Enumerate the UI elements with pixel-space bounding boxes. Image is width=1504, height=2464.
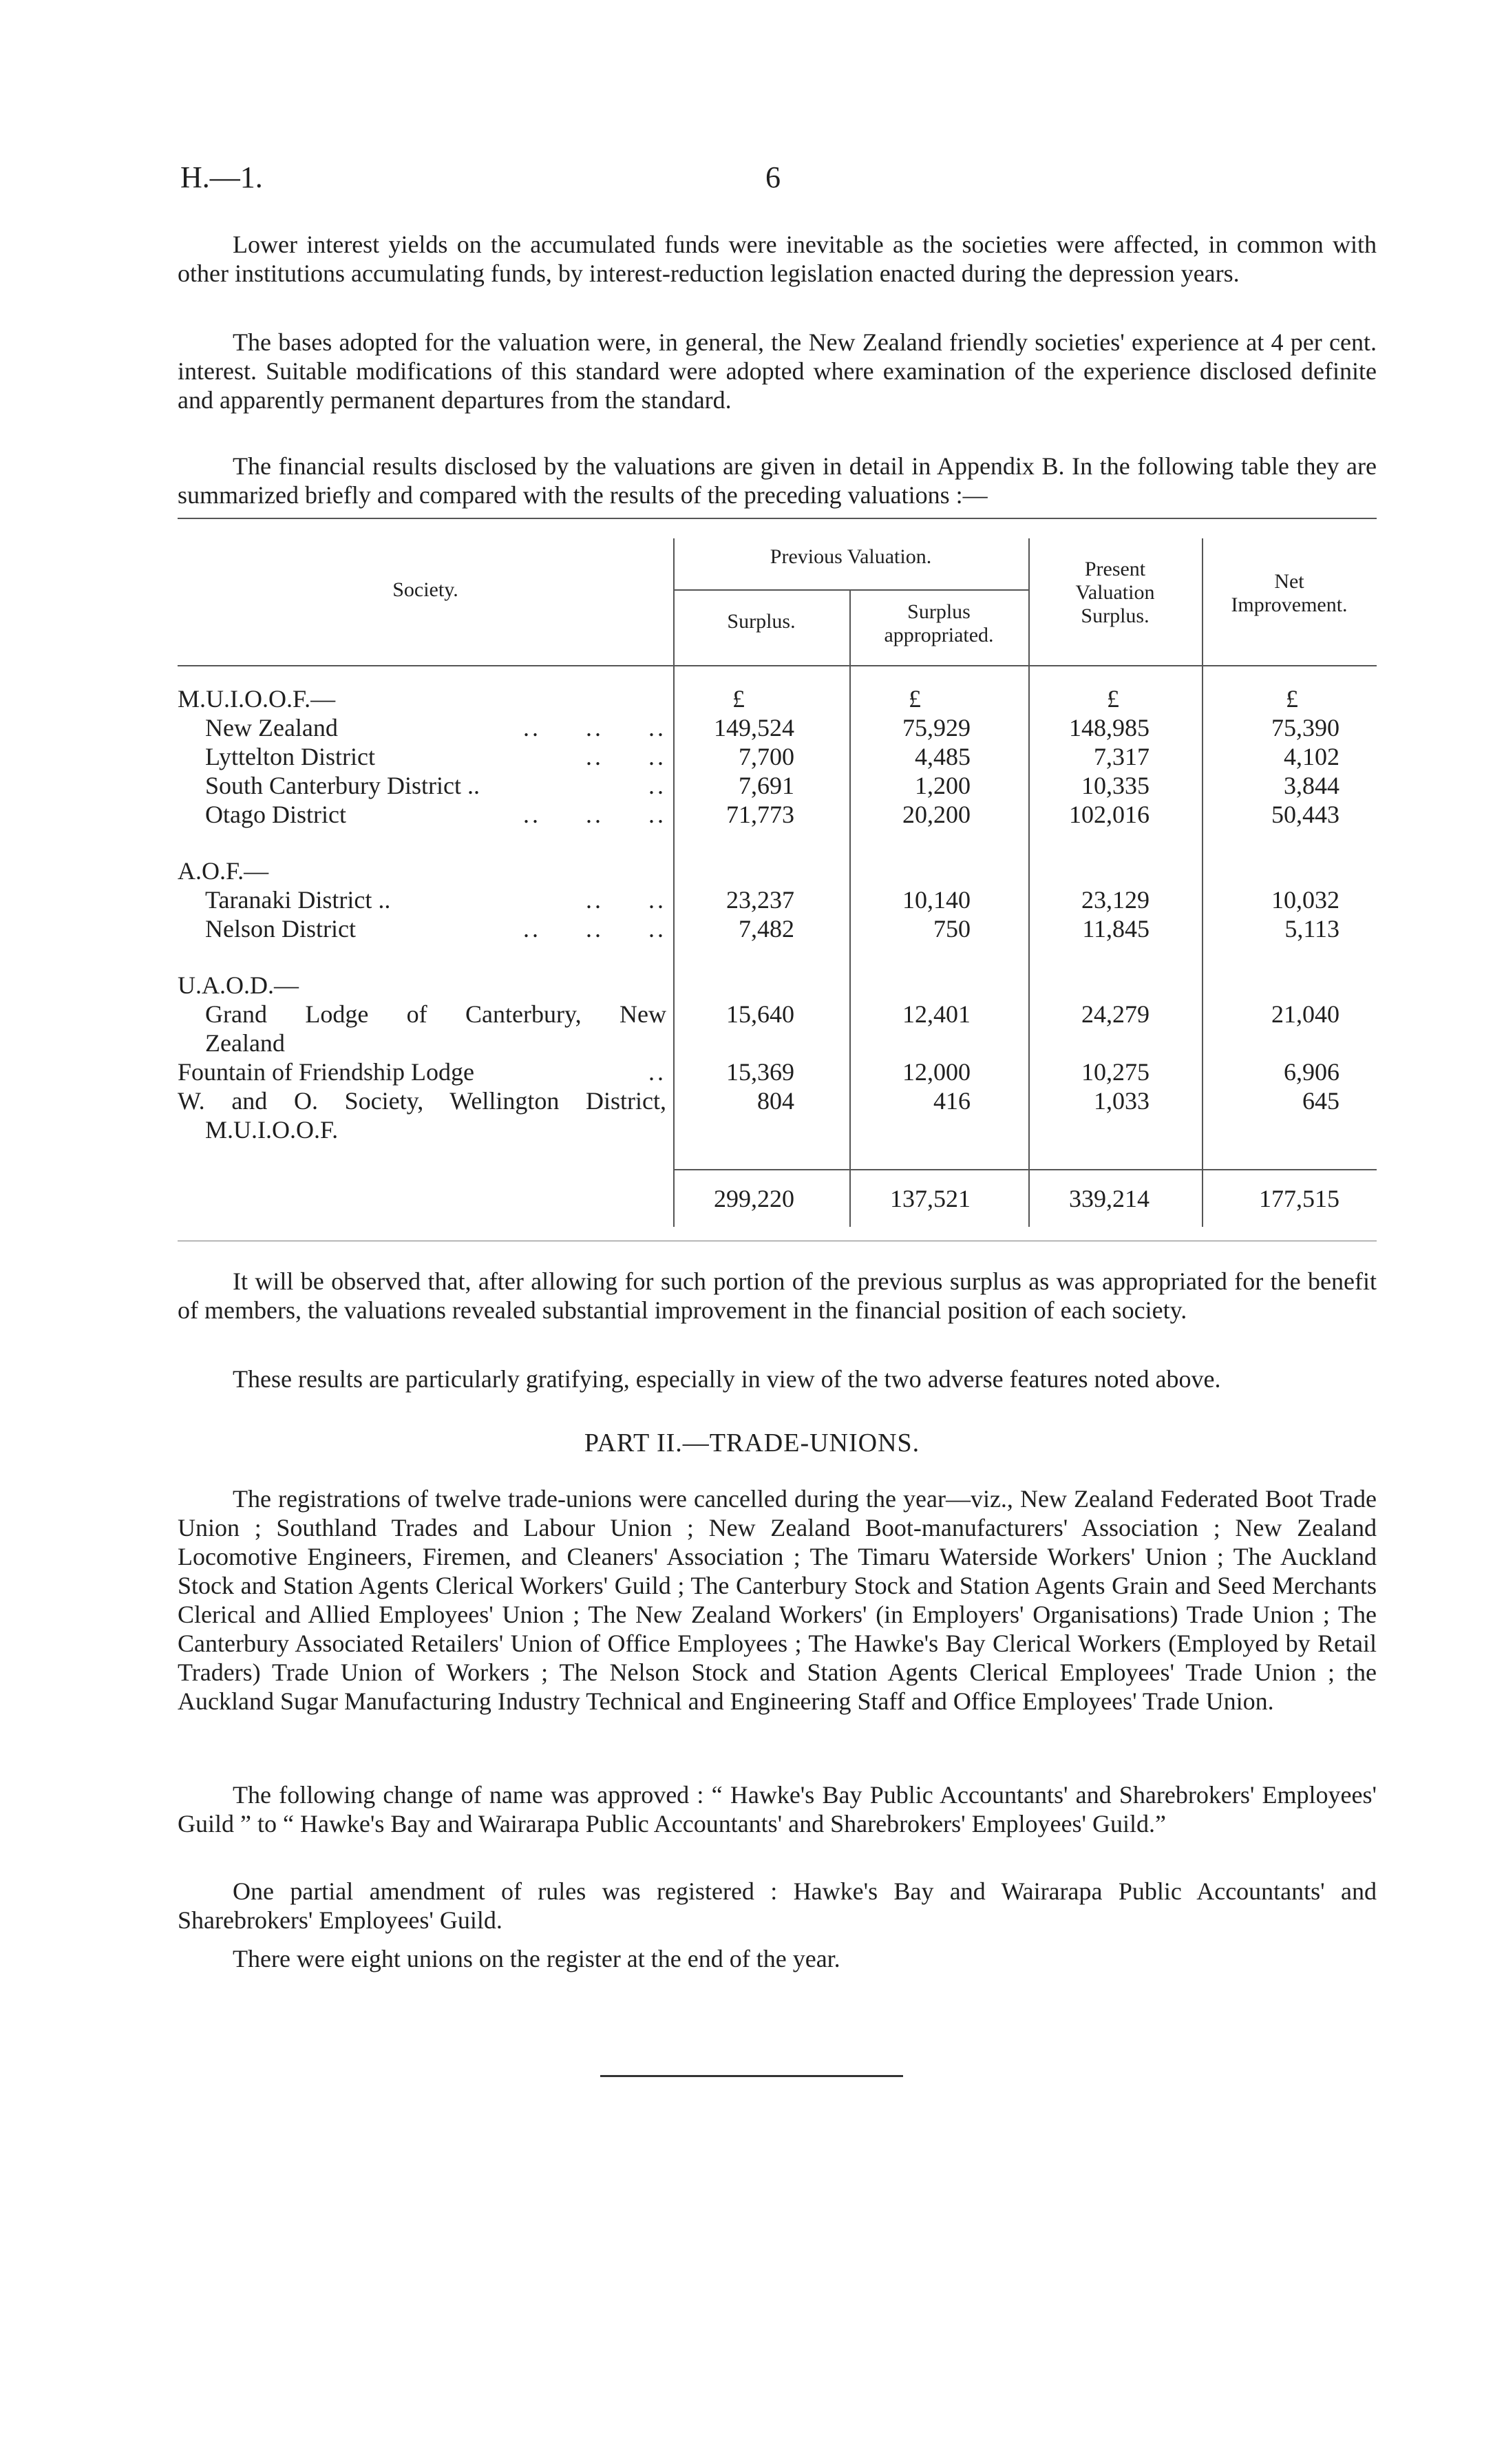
leader-dots: .. — [648, 772, 666, 799]
col-header-previous-valuation: Previous Valuation. — [770, 545, 932, 568]
row-society-name: Nelson District — [205, 915, 356, 943]
col-header-surplus-appropriated: Surplus appropriated. — [884, 600, 994, 646]
cell-net: 75,390 — [1271, 714, 1339, 741]
cell-surplus: 804 — [757, 1087, 794, 1115]
cell-present: 24,279 — [1081, 1000, 1150, 1028]
cell-surplus: 71,773 — [726, 801, 794, 828]
row-society-name: Taranaki District .. — [205, 886, 391, 914]
document-reference: H.—1. — [180, 160, 263, 194]
cell-net: 645 — [1302, 1087, 1339, 1115]
cell-appropriated: 750 — [933, 915, 971, 943]
cell-present: 102,016 — [1069, 801, 1150, 828]
cell-surplus: 7,700 — [739, 743, 794, 770]
closing-rule — [600, 2075, 903, 2077]
currency-symbol: £ — [732, 685, 745, 713]
cell-appropriated: 416 — [933, 1087, 971, 1115]
cell-net: 21,040 — [1271, 1000, 1339, 1028]
cell-appropriated: 12,401 — [902, 1000, 971, 1028]
cell-appropriated: 20,200 — [902, 801, 971, 828]
leader-dots: .. .. — [586, 743, 666, 770]
cell-net: 4,102 — [1284, 743, 1339, 770]
group-label: U.A.O.D.— — [178, 971, 299, 999]
row-society-name: New Zealand — [205, 714, 338, 741]
total-surplus: 299,220 — [714, 1185, 794, 1212]
row-society-name: W. and O. Society, Wellington District, — [178, 1087, 666, 1115]
row-society-name: Otago District — [205, 801, 346, 828]
cell-present: 1,033 — [1094, 1087, 1150, 1115]
paragraph-cancelled-registrations: The registrations of twelve trade-unions were cancelled during the year—viz., New Zealand Federated Boot Trade Union ; Southland Trades and Labour Union ; New Zealand Boot-manufacturers' Association ; New Zealand Locomotive Engineers, Firemen, and Cleaners' Association ; The Timaru Waterside Workers' Union ; The Auckland Stock and Station Agents Clerical Workers' Guild ; The Canterbury Stock and Station Agents Grain and Seed Merchants Clerical and Allied Employees' Union ; The New Zealand Workers' (in Employers' Organisations) Trade Union ; The Canterbury Associated Retailers' Union of Office Employees ; The Hawke's Bay Clerical Workers (Employed by Retail Traders) Trade Union of Workers ; The Nelson Stock and Station Agents Clerical Employees' Trade Union ; the Auckland Sugar Manufacturing Industry Technical and Engineering Staff and Office Employees' Trade Union. — [178, 1485, 1377, 1715]
col-header-society: Society. — [392, 578, 458, 601]
row-society-name-cont: Zealand — [205, 1029, 285, 1057]
cell-appropriated: 1,200 — [915, 772, 971, 799]
paragraph-financial-results: The financial results disclosed by the valuations are given in detail in Appendix B. In the following table they are summarized briefly and compared with the results of the preceding valuations :— — [178, 452, 1377, 509]
total-appropriated: 137,521 — [890, 1185, 971, 1212]
part-heading: PART II.—TRADE-UNIONS. — [584, 1429, 920, 1457]
paragraph-unions-on-register: There were eight unions on the register at the end of the year. — [233, 1945, 840, 1972]
paragraph-valuation-bases: The bases adopted for the valuation were, in general, the New Zealand friendly societies' experience at 4 per cent. interest. Suitable modifications of this standard were adopted where examination of the experience disclosed definite and apparently permanent departures from the standard. — [178, 328, 1377, 414]
leader-dots: .. .. .. — [523, 801, 666, 828]
total-present: 339,214 — [1069, 1185, 1150, 1212]
cell-net: 10,032 — [1271, 886, 1339, 914]
cell-net: 50,443 — [1271, 801, 1339, 828]
cell-present: 10,335 — [1081, 772, 1150, 799]
cell-surplus: 149,524 — [714, 714, 794, 741]
leader-dots: .. .. — [586, 886, 666, 914]
leader-dots: .. — [648, 1058, 666, 1086]
cell-present: 148,985 — [1069, 714, 1150, 741]
cell-net: 5,113 — [1284, 915, 1339, 943]
cell-present: 7,317 — [1094, 743, 1150, 770]
valuation-table — [178, 518, 1377, 1247]
col-header-surplus: Surplus. — [727, 610, 796, 633]
cell-appropriated: 75,929 — [902, 714, 971, 741]
row-society-name: Lyttelton District — [205, 743, 375, 770]
cell-surplus: 7,482 — [739, 915, 794, 943]
col-header-present-valuation: Present Valuation Surplus. — [1075, 558, 1155, 627]
cell-present: 11,845 — [1082, 915, 1150, 943]
paragraph-observation: It will be observed that, after allowing for such portion of the previous surplus as was appropriated for the benefit of members, the valuations revealed substantial improvement in the financial position of each society. — [178, 1267, 1377, 1324]
cell-appropriated: 10,140 — [902, 886, 971, 914]
cell-surplus: 23,237 — [726, 886, 794, 914]
cell-surplus: 7,691 — [739, 772, 794, 799]
leader-dots: .. .. .. — [523, 915, 666, 943]
leader-dots: .. .. .. — [523, 714, 666, 741]
page-number: 6 — [765, 160, 781, 194]
currency-symbol: £ — [1286, 685, 1298, 713]
row-society-name: Grand Lodge of Canterbury, New — [205, 1000, 666, 1028]
currency-symbol: £ — [1107, 685, 1119, 713]
col-header-net-improvement: Net Improvement. — [1231, 570, 1348, 616]
paragraph-rule-amendment: One partial amendment of rules was registered : Hawke's Bay and Wairarapa Public Accountants' and Sharebrokers' Employees' Guild. — [178, 1877, 1377, 1934]
cell-appropriated: 4,485 — [915, 743, 971, 770]
group-label: A.O.F.— — [178, 857, 269, 885]
row-society-name-cont: M.U.I.O.O.F. — [205, 1116, 339, 1144]
cell-surplus: 15,640 — [726, 1000, 794, 1028]
paragraph-interest-yields: Lower interest yields on the accumulated funds were inevitable as the societies were affected, in common with other institutions accumulating funds, by interest-reduction legislation enacted during the depression years. — [178, 231, 1377, 287]
cell-net: 6,906 — [1284, 1058, 1339, 1086]
row-society-name: South Canterbury District .. — [205, 772, 480, 799]
currency-symbol: £ — [909, 685, 921, 713]
group-label: M.U.I.O.O.F.— — [178, 685, 336, 713]
cell-present: 23,129 — [1081, 886, 1150, 914]
cell-appropriated: 12,000 — [902, 1058, 971, 1086]
row-society-name: Fountain of Friendship Lodge — [178, 1058, 474, 1086]
paragraph-name-change: The following change of name was approved : “ Hawke's Bay Public Accountants' and Sharebrokers' Employees' Guild ” to “ Hawke's Bay and Wairarapa Public Accountants' and Sharebrokers' Employees' Guild.” — [178, 1781, 1377, 1838]
cell-present: 10,275 — [1081, 1058, 1150, 1086]
paragraph-gratifying-results: These results are particularly gratifying, especially in view of the two adverse features noted above. — [233, 1365, 1221, 1393]
cell-net: 3,844 — [1284, 772, 1339, 799]
cell-surplus: 15,369 — [726, 1058, 794, 1086]
total-net: 177,515 — [1259, 1185, 1339, 1212]
